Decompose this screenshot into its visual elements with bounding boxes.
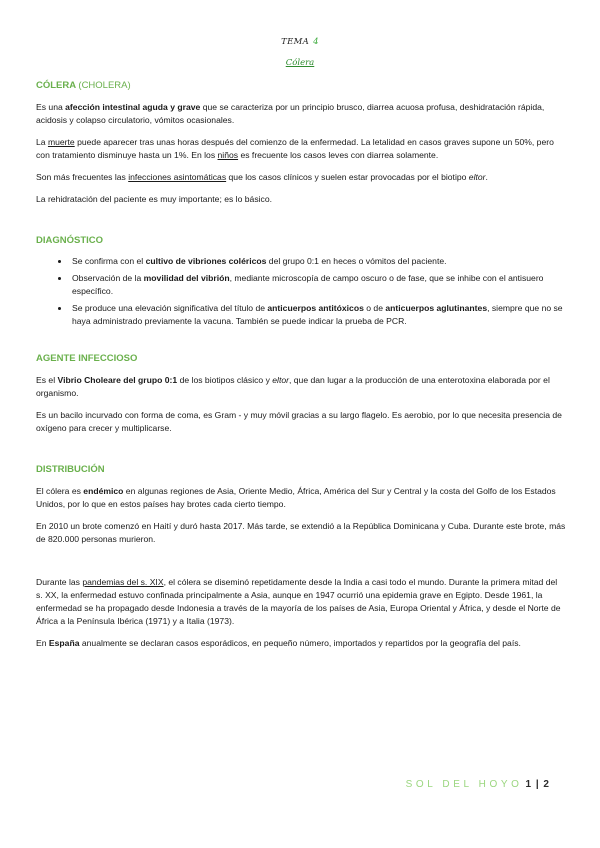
paragraph-definition: Es una afección intestinal aguda y grave que se caracteriza por un principio brusco, diarrea acuosa profusa, deshidratación rápida, acidosis y colapso circulatorio, vómitos ocasionales. xyxy=(36,102,545,125)
paragraph-pandemics: Durante las pandemias del s. XIX, el cólera se diseminó repetidamente desde la India a casi todo el mundo. Durante la primera mitad del s. XX, la enfermedad estuvo confinada principalmente a Asia, aunque en 1947 ocurrió una epidemia grave en Egipto. Desde 1961, la enfermedad se ha propagado desde Indonesia a través de la mayoría de los países de Asia, Europa Oriental y África, y desde el Norte de África a la Península Ibérica (1971) y a Italia (1973). xyxy=(36,577,561,626)
section-heading-distribucion: DISTRIBUCIÓN xyxy=(36,464,105,475)
paragraph-rehydration: La rehidratación del paciente es muy importante; es lo básico. xyxy=(36,194,272,204)
paragraph-bacillus: Es un bacilo incurvado con forma de coma, es Gram - y muy móvil gracias a su largo flagelo. Es aerobio, por lo que necesita presencia de oxígeno para crecer y multiplicarse. xyxy=(36,410,562,433)
page-footer xyxy=(406,779,550,790)
section-heading-diagnostico: DIAGNÓSTICO xyxy=(36,235,104,246)
author-name: SOL DEL HOYO xyxy=(405,779,523,790)
heading-paren: (CHOLERA) xyxy=(78,80,131,91)
document-body xyxy=(36,80,566,650)
section-heading-colera xyxy=(36,80,566,92)
paragraph-asymptomatic: Son más frecuentes las infecciones asintomáticas que los casos clínicos y suelen estar provocadas por el biotipo eltor. xyxy=(36,172,488,182)
topic-label: TEMA xyxy=(281,37,310,47)
page-number: 1 | 2 xyxy=(525,779,550,790)
heading-text: CÓLERA xyxy=(36,80,76,91)
paragraph-spain: En España anualmente se declaran casos esporádicos, en pequeño número, importados y repartidos por la geografía del país. xyxy=(36,638,521,648)
list-item: • Se produce una elevación significativa del título de anticuerpos antitóxicos o de anticuerpos aglutinantes, siempre que no se haya administrado previamente la vacuna. También se puede indicar la prueba de PCR. xyxy=(70,302,566,328)
paragraph-vibrio: Es el Vibrio Choleare del grupo 0:1 de los biotipos clásico y eltor, que dan lugar a la producción de una enterotoxina elaborada por el organismo. xyxy=(36,375,550,398)
topic-header xyxy=(0,37,600,47)
diagnosis-list xyxy=(36,255,566,328)
paragraph-mortality: La muerte puede aparecer tras unas horas después del comienzo de la enfermedad. La letalidad en casos graves supone un 50%, pero con tratamiento disminuye hasta un 1%. En los niños es frecuente los casos leves con diarrea solamente. xyxy=(36,137,554,160)
list-item: • Se confirma con el cultivo de vibriones coléricos del grupo 0:1 en heces o vómitos del paciente. xyxy=(70,255,566,268)
document-subtitle: Cólera xyxy=(285,58,315,68)
paragraph-haiti: En 2010 un brote comenzó en Haití y duró hasta 2017. Más tarde, se extendió a la República Dominicana y Cuba. Durante este brote, más de 820.000 personas murieron. xyxy=(36,521,566,544)
section-heading-agente: AGENTE INFECCIOSO xyxy=(36,353,138,364)
list-item: • Observación de la movilidad del vibrión, mediante microscopía de campo oscuro o de fase, que se inhibe con el antisuero específico. xyxy=(70,272,566,298)
paragraph-endemic: El cólera es endémico en algunas regiones de Asia, Oriente Medio, África, América del Sur y Central y la costa del Golfo de los Estados Unidos, por lo que en estos países hay brotes cada cierto tiempo. xyxy=(36,486,556,509)
topic-number: 4 xyxy=(313,37,319,47)
